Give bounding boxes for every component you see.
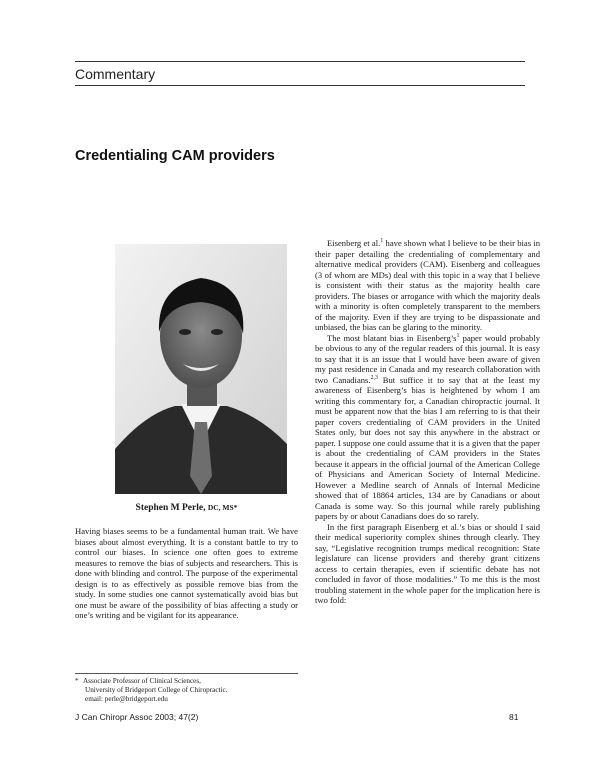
header-top-rule [75, 61, 525, 62]
right-column [315, 238, 540, 606]
footnote-line-1: Associate Professor of Clinical Sciences, [83, 677, 201, 685]
intro-paragraph: Having biases seems to be a fundamental human trait. We have biases about almost everything. It is a constant battle to try to control our biases. In science one often goes to extreme measures to remove the bias of subjects and researchers. This is done with blinding and control. The purpose of the experimental design is to as effectively as possible remove bias from the study. In some studies one cannot systematically avoid bias but one must be aware of the possibility of bias affecting a study or one’s writing and be vigilant for its appearance. [75, 526, 298, 620]
left-column [75, 526, 298, 621]
journal-citation: J Can Chiropr Assoc 2003; 47(2) [75, 712, 199, 722]
header-bottom-rule [75, 85, 525, 86]
body-paragraph-1: Eisenberg et al.$^1$ have shown what I believe to be their bias in their paper detailing the credentialing of complementary and alternative medical providers (CAM). Eisenberg and colleagues (3 of whom are MDs) deal with this topic in a way that I believe is consistent with their status as the majority health care providers. The biases or arrogance with which the majority deals with a minority is often completely transparent to the members of the majority. Even if they are trying to be dispassionate and unbiased, the bias can be glaring to the minority. [315, 238, 540, 332]
footnote-line-3: email: perle@bridgeport.edu [85, 695, 168, 703]
article-title: Credentialing CAM providers [75, 148, 275, 164]
author-byline [75, 503, 298, 513]
footnote-rule [75, 673, 298, 674]
author-footnote [75, 677, 298, 704]
author-name: Stephen M Perle, [135, 503, 206, 513]
footnote-line-2: University of Bridgeport College of Chiropractic. [85, 686, 228, 694]
body-paragraph-2: The most blatant bias in $Eisenberg’s^1$ paper would probably be obvious to any of the regular readers of this journal. It is easy to say that it is an issue that I would have been aware of given my past residence in Canada and my research collaboration with two Canadians.$^{2,3}$ But suffice it to say that at the least my awareness of Eisenberg’s bias is heightened by whom I am writing this commentary for, a Canadian chiropractic journal. It must be apparent now that the bias I am referring to is that their paper covers credentialing of CAM providers in the United States only, but does not say this anywhere in the abstract or paper. I suppose one could assume that it is a given that the paper is about the credentialing of CAM providers in the States because it appears in the official journal of the American College of Physicians and American Society of Internal Medicine. However a Medline search of Annals of Internal Medicine showed that of 18864 articles, 134 are by Canadians or about Canada is some way. So this journal while rarely publishing papers by or about Canadians does do so rarely. [315, 332, 541, 521]
page-number: 81 [509, 712, 519, 722]
section-heading: Commentary [75, 66, 156, 82]
author-photo [115, 244, 287, 494]
author-credentials: DC, MS* [207, 503, 238, 512]
body-paragraph-3: In the first paragraph Eisenberg et al.’s bias or should I said their medical superiority complex shines through clearly. They say, “Legislative recognition trumps medical recognition: State legislature can license providers and thereby grant citizens access to certain therapies, even if scientific debate has not concluded in favor of those modalities.” To me this is the most troubling statement in the whole paper for the implication here is two fold: [315, 521, 540, 605]
footnote-mark: * [75, 677, 79, 685]
